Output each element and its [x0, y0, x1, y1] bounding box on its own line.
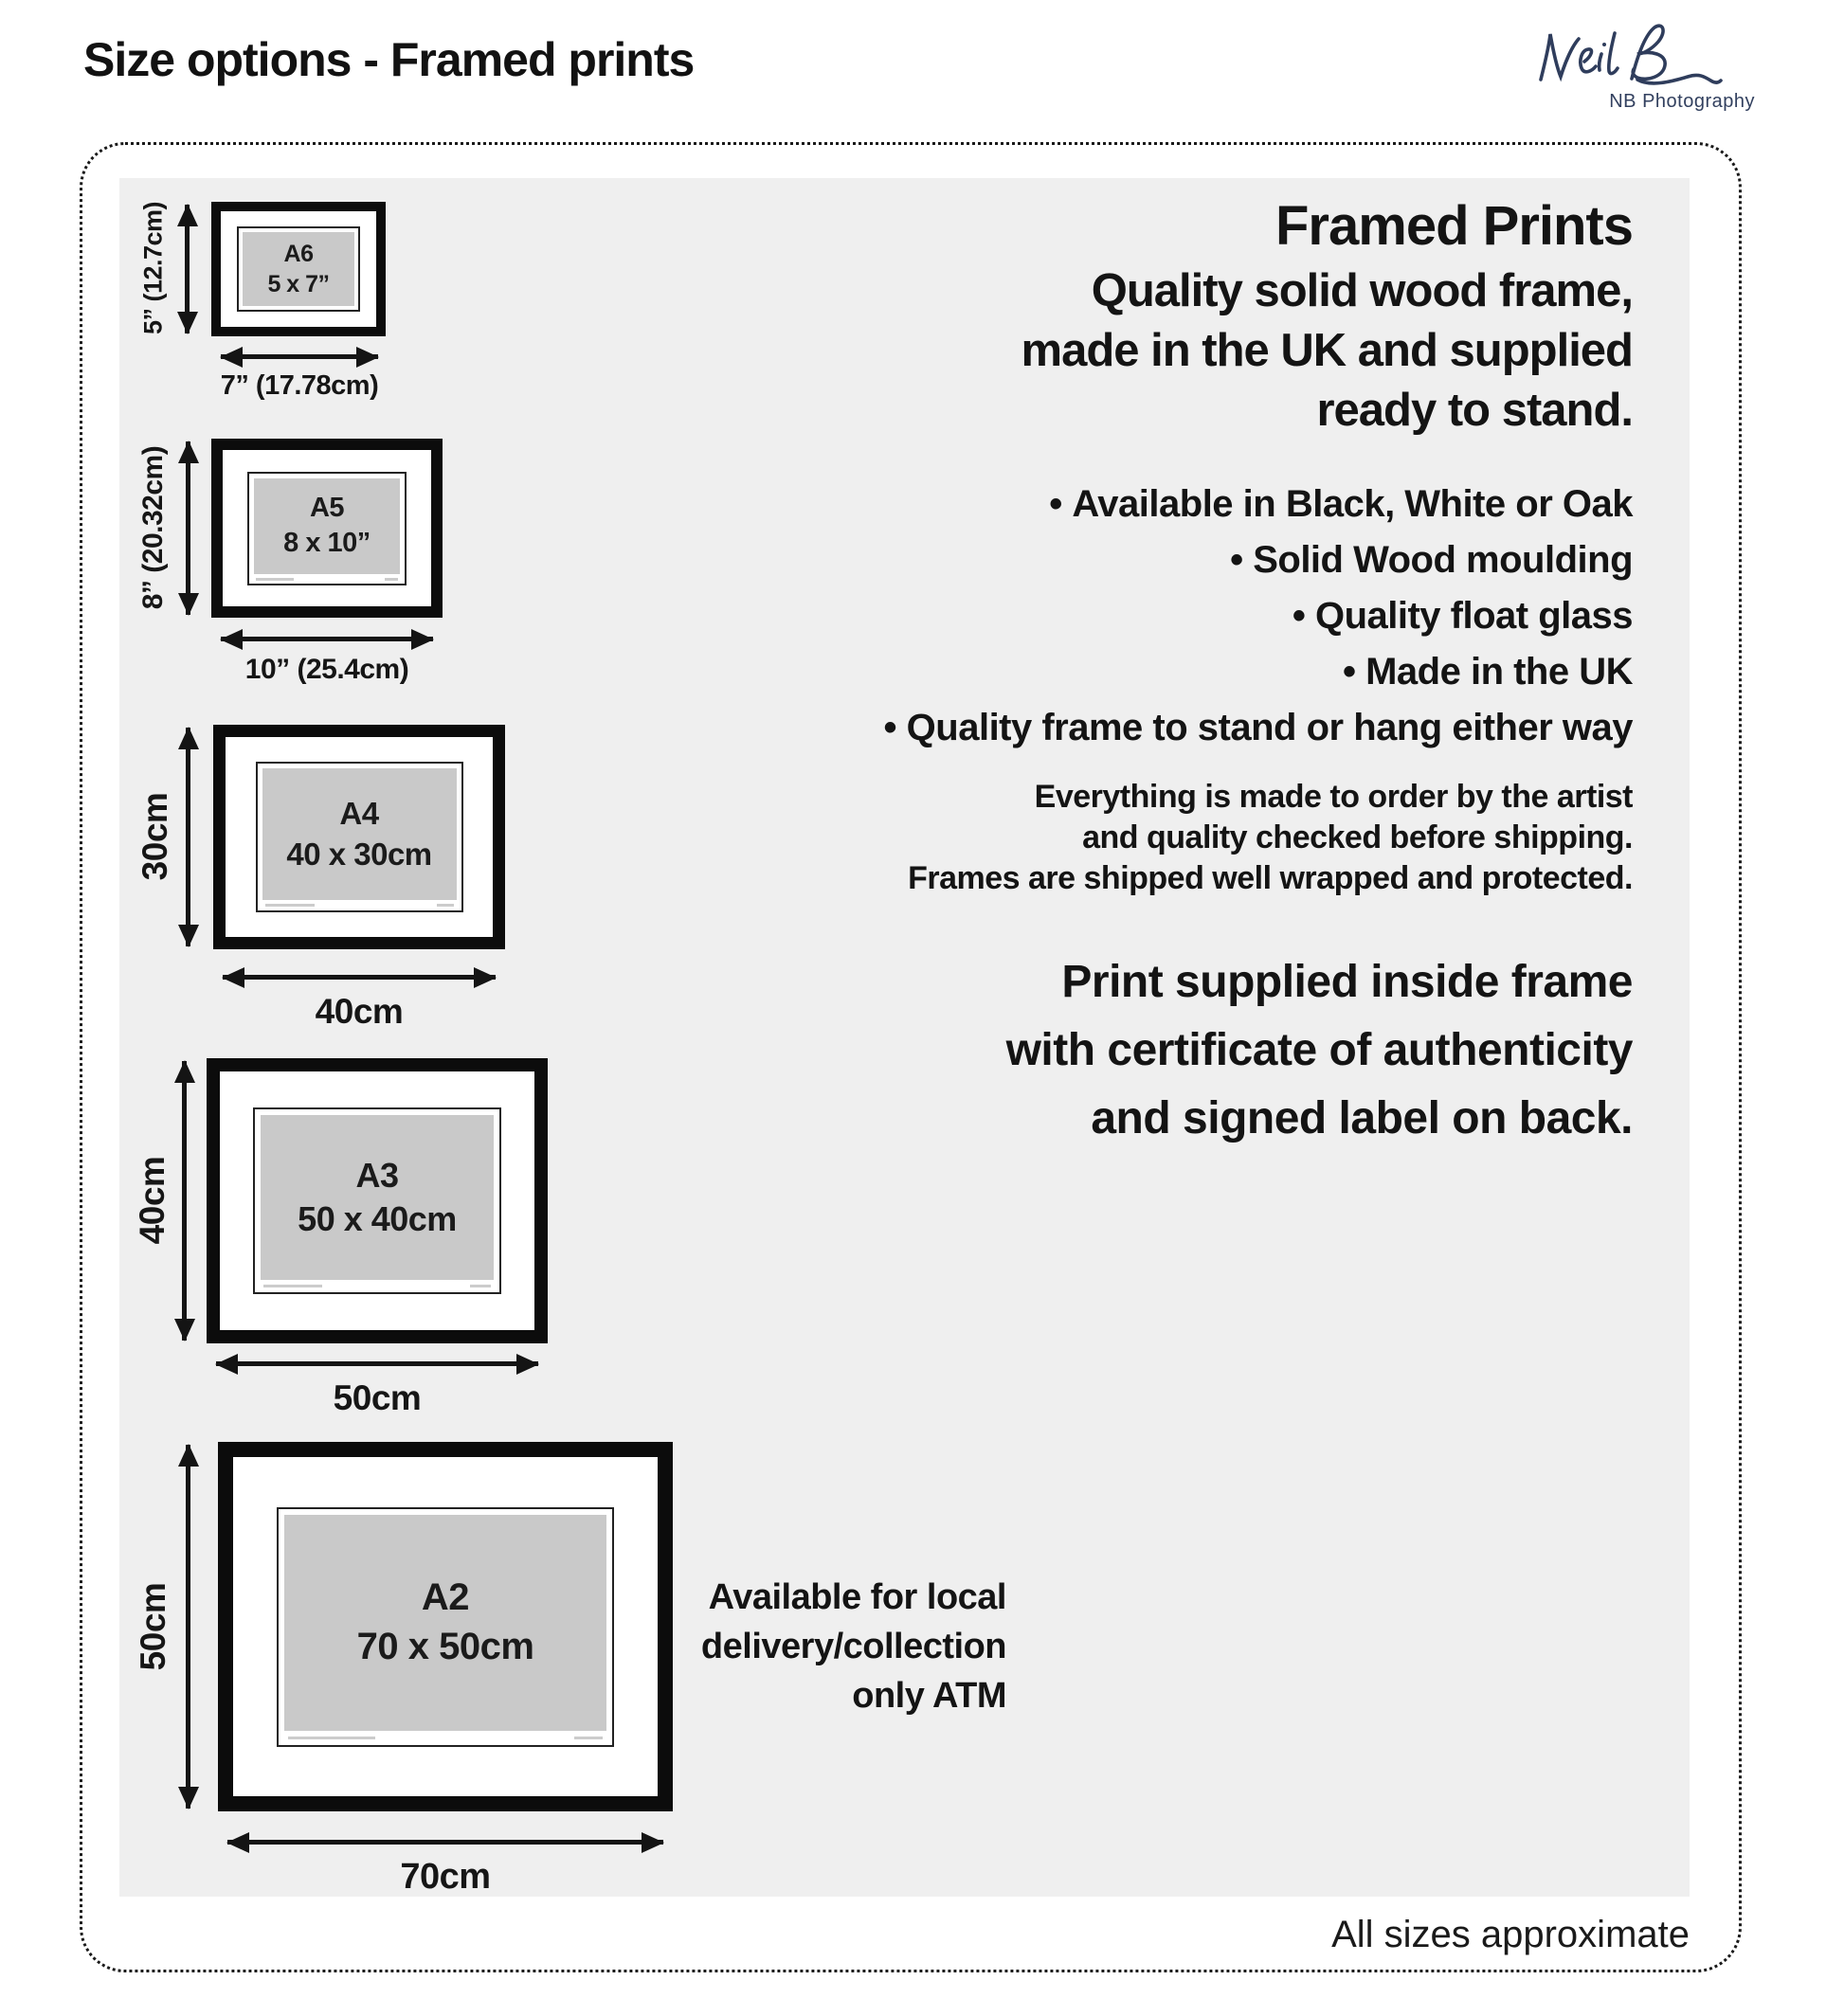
a2-height-arrow: [186, 1445, 190, 1809]
a3-height-arrow: [182, 1061, 187, 1341]
feature-bullet: • Solid Wood moulding: [884, 532, 1633, 588]
a6-frame: [211, 202, 386, 336]
sizes-approximate-note: All sizes approximate: [1331, 1914, 1690, 1955]
brand-name: NB Photography: [1609, 91, 1755, 112]
print-supplied-line: and signed label on back.: [1091, 1093, 1633, 1143]
intro-block: [884, 261, 1633, 441]
a4-height-arrow: [186, 728, 190, 946]
a2-print: [277, 1507, 614, 1747]
local-delivery-line: delivery/collection: [700, 1627, 1006, 1666]
print-supplied-block: [884, 948, 1633, 1153]
a5-signature-mark: [385, 578, 398, 581]
a5-frame: [211, 439, 443, 618]
a3-print-image: [261, 1115, 494, 1280]
a3-frame: [207, 1058, 548, 1343]
a5-print-image: [254, 478, 400, 574]
a5-name: A5: [309, 492, 345, 523]
a4-size: 40 x 30cm: [286, 836, 432, 872]
a2-name: A2: [421, 1576, 470, 1619]
feature-list: [884, 477, 1633, 756]
a4-height-label: 30cm: [136, 792, 174, 881]
a4-print-image: [262, 768, 457, 900]
a2-size: 70 x 50cm: [356, 1625, 534, 1667]
feature-bullet: • Quality frame to stand or hang either way: [884, 700, 1633, 756]
a4-frame: [213, 725, 505, 949]
a2-print-image: [284, 1515, 606, 1731]
made-to-order-paragraph: [884, 777, 1633, 899]
a2-height-label: 50cm: [134, 1582, 172, 1671]
a4-name: A4: [339, 796, 379, 832]
print-supplied-line: with certificate of authenticity: [1005, 1025, 1633, 1075]
a5-height-arrow: [186, 441, 190, 615]
a6-name: A6: [283, 241, 314, 267]
a4-print: [256, 762, 463, 912]
a5-print: [247, 472, 407, 585]
a3-signature-mark: [470, 1285, 491, 1287]
a6-height-arrow: [185, 205, 190, 333]
a3-size: 50 x 40cm: [298, 1199, 457, 1238]
info-heading: Framed Prints: [1275, 195, 1633, 257]
a6-print: [237, 226, 360, 312]
a5-width-arrow: [221, 637, 433, 641]
local-delivery-line: Available for local: [708, 1577, 1006, 1617]
made-to-order-line: and quality checked before shipping.: [1082, 819, 1633, 855]
signature-icon: [1528, 19, 1759, 100]
a3-width-arrow: [216, 1361, 538, 1366]
a2-width-label: 70cm: [400, 1857, 491, 1897]
made-to-order-line: Frames are shipped well wrapped and protected.: [908, 860, 1633, 896]
a3-caption-mark: [263, 1285, 322, 1287]
intro-line: ready to stand.: [1316, 385, 1633, 436]
a2-frame: [218, 1442, 673, 1811]
feature-bullet: • Quality float glass: [884, 588, 1633, 644]
a2-caption-mark: [288, 1737, 375, 1739]
a2-signature-mark: [574, 1737, 603, 1739]
page-title: Size options - Framed prints: [83, 33, 695, 86]
a6-width-arrow: [221, 354, 378, 359]
intro-line: made in the UK and supplied: [1021, 325, 1633, 376]
a5-height-label: 8” (20.32cm): [137, 445, 169, 610]
feature-bullet: • Available in Black, White or Oak: [884, 477, 1633, 532]
brand-logo: [1528, 19, 1759, 113]
info-column: [884, 195, 1633, 1153]
a3-name: A3: [355, 1155, 399, 1195]
a6-height-label: 5” (12.7cm): [138, 201, 168, 335]
a6-width-label: 7” (17.78cm): [220, 370, 379, 401]
a5-width-label: 10” (25.4cm): [244, 654, 409, 685]
a6-size: 5 x 7”: [267, 271, 330, 297]
made-to-order-line: Everything is made to order by the artist: [1034, 779, 1633, 815]
a3-print: [253, 1107, 501, 1294]
a4-width-label: 40cm: [315, 992, 404, 1031]
print-supplied-line: Print supplied inside frame: [1061, 957, 1633, 1007]
a5-size: 8 x 10”: [283, 528, 371, 558]
a2-width-arrow: [227, 1840, 663, 1845]
a4-width-arrow: [223, 975, 496, 980]
a4-signature-mark: [437, 904, 454, 907]
intro-line: Quality solid wood frame,: [1091, 265, 1633, 316]
feature-bullet: • Made in the UK: [884, 644, 1633, 700]
local-delivery-line: only ATM: [852, 1676, 1006, 1716]
a5-caption-mark: [256, 578, 294, 581]
a3-height-label: 40cm: [133, 1156, 172, 1245]
a6-print-image: [243, 232, 354, 306]
a3-width-label: 50cm: [333, 1378, 422, 1417]
a4-caption-mark: [265, 904, 315, 907]
local-delivery-note: [701, 1573, 1006, 1720]
